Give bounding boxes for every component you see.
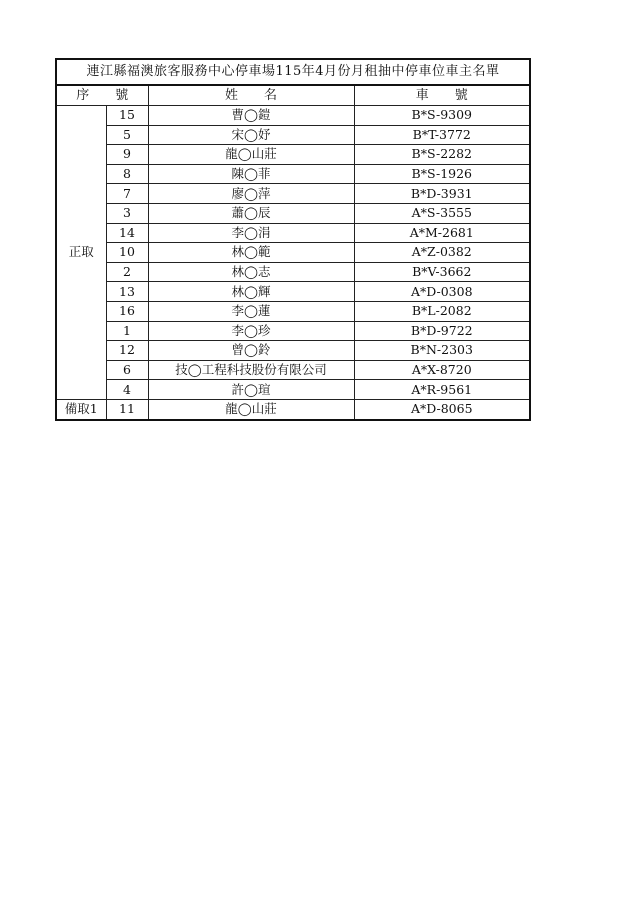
row-number: 4 [106,380,148,400]
owner-name: 龍◯山莊 [148,399,354,419]
plate-number: B*T-3772 [354,125,530,145]
row-number: 15 [106,106,148,126]
owner-name: 廖◯萍 [148,184,354,204]
row-number: 8 [106,164,148,184]
plate-number: A*S-3555 [354,203,530,223]
header-row [56,85,530,106]
owner-name: 曹◯鎧 [148,106,354,126]
row-number: 7 [106,184,148,204]
table-row [56,399,530,419]
plate-number: B*D-9722 [354,321,530,341]
group-label: 正取 [56,106,106,400]
table-row [56,262,530,282]
table-row [56,106,530,126]
table-row [56,301,530,321]
table-row [56,380,530,400]
table-row [56,184,530,204]
table-row [56,125,530,145]
plate-number: A*Z-0382 [354,243,530,263]
table-row [56,223,530,243]
row-number: 16 [106,301,148,321]
header-plate: 車 號 [354,85,530,106]
plate-number: A*M-2681 [354,223,530,243]
plate-number: A*D-0308 [354,282,530,302]
row-number: 9 [106,145,148,165]
owner-name: 蕭◯辰 [148,203,354,223]
row-number: 6 [106,360,148,380]
owner-name: 李◯蓮 [148,301,354,321]
owner-name: 許◯瑄 [148,380,354,400]
plate-number: B*D-3931 [354,184,530,204]
table-row [56,341,530,361]
table-row [56,360,530,380]
owner-name: 技◯工程科技股份有限公司 [148,360,354,380]
owner-name: 龍◯山莊 [148,145,354,165]
header-seq: 序 號 [56,85,148,106]
table-title: 連江縣福澳旅客服務中心停車場115年4月份月租抽中停車位車主名單 [56,59,530,85]
plate-number: B*S-1926 [354,164,530,184]
table-row [56,243,530,263]
table-row [56,321,530,341]
owner-name: 陳◯菲 [148,164,354,184]
row-number: 12 [106,341,148,361]
row-number: 14 [106,223,148,243]
row-number: 3 [106,203,148,223]
row-number: 1 [106,321,148,341]
row-number: 2 [106,262,148,282]
plate-number: A*D-8065 [354,399,530,419]
owner-name: 林◯輝 [148,282,354,302]
plate-number: A*R-9561 [354,380,530,400]
plate-number: A*X-8720 [354,360,530,380]
table-title-row [56,59,530,85]
plate-number: B*L-2082 [354,301,530,321]
plate-number: B*S-2282 [354,145,530,165]
plate-number: B*N-2303 [354,341,530,361]
group-label: 備取1 [56,399,106,419]
owner-name: 林◯志 [148,262,354,282]
row-number: 10 [106,243,148,263]
owner-name: 李◯珍 [148,321,354,341]
table-row [56,145,530,165]
owner-name: 宋◯妤 [148,125,354,145]
row-number: 5 [106,125,148,145]
table-row [56,282,530,302]
owner-name: 李◯涓 [148,223,354,243]
parking-winners-table [55,58,531,421]
table-row [56,203,530,223]
row-number: 13 [106,282,148,302]
plate-number: B*V-3662 [354,262,530,282]
owner-name: 曾◯鈴 [148,341,354,361]
owner-name: 林◯範 [148,243,354,263]
plate-number: B*S-9309 [354,106,530,126]
row-number: 11 [106,399,148,419]
header-name: 姓 名 [148,85,354,106]
table-row [56,164,530,184]
